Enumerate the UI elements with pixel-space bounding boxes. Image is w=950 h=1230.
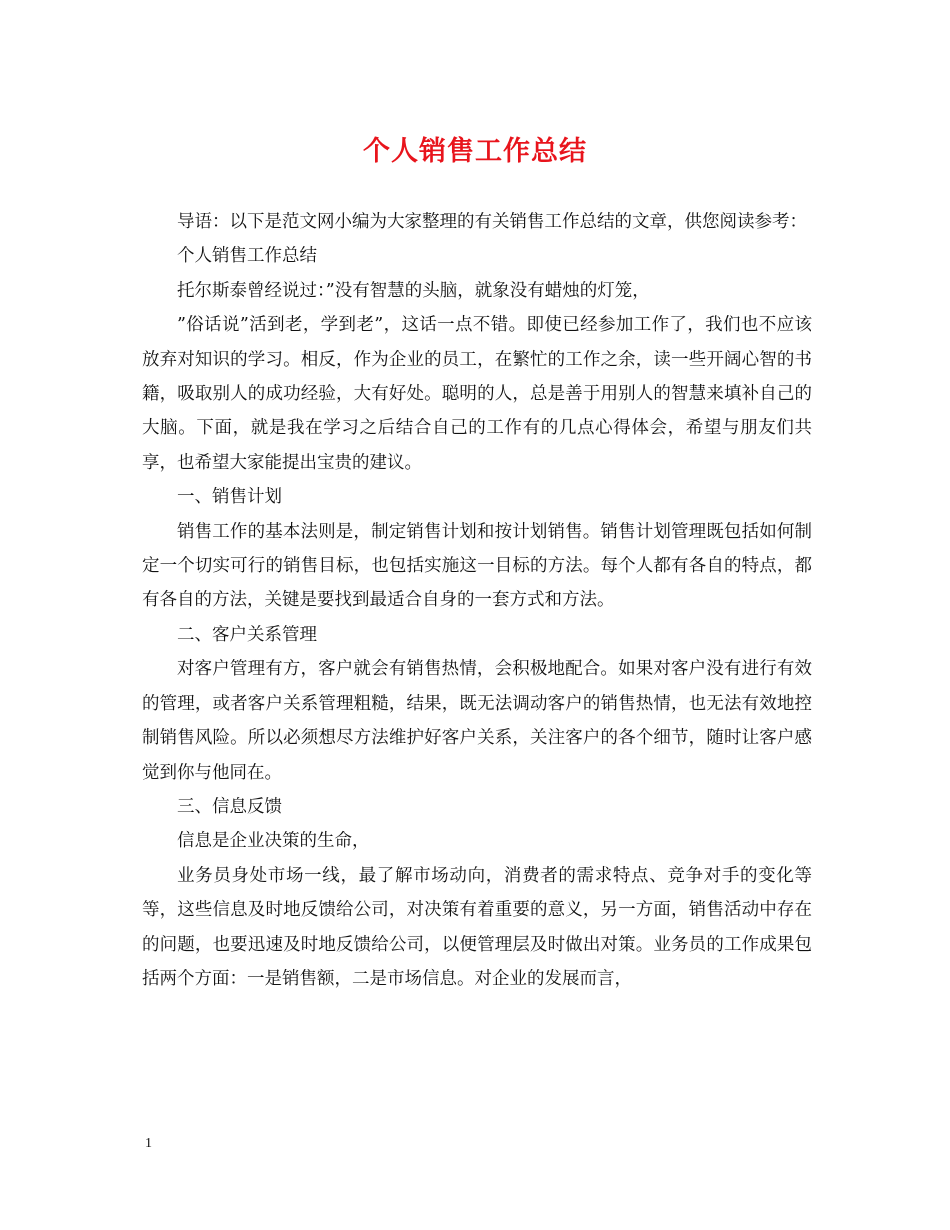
- document-title: 个人销售工作总结: [363, 136, 587, 167]
- body-paragraph: 信息是企业决策的生命，: [177, 831, 370, 852]
- subtitle-paragraph: 个人销售工作总结: [177, 246, 317, 267]
- body-paragraph: ”俗话说”活到老，学到老”，这话一点不错。即使已经参加工作了，我们也不应该放弃对知识的学习。相反，作为企业的员工，在繁忙的工作之余，读一些开阔心智的书籍，吸取别人的成功经验，大有好处。聪明的人，总是善于用别人的智慧来填补自己的大脑。下面，就是我在学习之后结合自己的工作有的几点心得体会，希望与朋友们共享，也希望大家能提出宝贵的建议。: [142, 315, 812, 473]
- section-heading: 一、销售计划: [177, 487, 282, 508]
- section-heading: 三、信息反馈: [177, 796, 282, 817]
- section-heading: 二、客户关系管理: [177, 624, 317, 645]
- page-number: 1: [145, 1136, 152, 1151]
- body-paragraph: 业务员身处市场一线，最了解市场动向，消费者的需求特点、竞争对手的变化等等，这些信息及时地反馈给公司，对决策有着重要的意义，另一方面，销售活动中存在的问题，也要迅速及时地反馈给公司，以便管理层及时做出对策。业务员的工作成果包括两个方面：一是销售额，二是市场信息。对企业的发展而言，: [142, 865, 812, 989]
- document-body: [142, 205, 812, 996]
- quote-paragraph: 托尔斯泰曾经说过：”没有智慧的头脑，就象没有蜡烛的灯笼，: [177, 280, 650, 301]
- body-paragraph: 销售工作的基本法则是，制定销售计划和按计划销售。销售计划管理既包括如何制定一个切实可行的销售目标，也包括实施这一目标的方法。每个人都有各自的特点，都有各自的方法，关键是要找到最适合自身的一套方式和方法。: [142, 521, 812, 611]
- intro-paragraph: 导语：以下是范文网小编为大家整理的有关销售工作总结的文章，供您阅读参考：: [177, 212, 807, 232]
- body-paragraph: 对客户管理有方，客户就会有销售热情，会积极地配合。如果对客户没有进行有效的管理，或者客户关系管理粗糙，结果，既无法调动客户的销售热情，也无法有效地控制销售风险。所以必须想尽方法维护好客户关系，关注客户的各个细节，随时让客户感觉到你与他同在。: [142, 659, 812, 783]
